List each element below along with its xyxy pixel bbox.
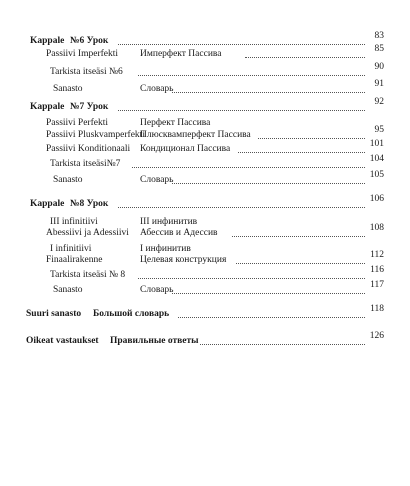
page-number: 91 xyxy=(374,79,384,89)
toc-entry-finnish: Kappale xyxy=(30,36,65,46)
toc-entry xyxy=(0,31,410,48)
toc-entry-russian: Абессив и Адессив xyxy=(140,228,218,238)
page-number: 104 xyxy=(369,154,384,164)
dot-leader xyxy=(138,278,365,279)
page-number: 126 xyxy=(369,331,384,341)
toc-entry-finnish: Passiivi Konditionaali xyxy=(46,144,131,154)
dot-leader xyxy=(118,44,365,45)
dot-leader xyxy=(172,183,365,184)
toc-entry-finnish: Tarkista itseäsi№7 xyxy=(50,159,121,169)
page-number: 90 xyxy=(374,62,384,72)
page-number: 105 xyxy=(369,170,384,180)
toc-entry-russian: №8 Урок xyxy=(70,199,109,209)
toc-entry xyxy=(0,194,410,211)
page-number: 85 xyxy=(374,44,384,54)
toc-entry xyxy=(0,250,410,267)
dot-leader xyxy=(236,263,365,264)
dot-leader xyxy=(258,138,365,139)
toc-entry-russian: Словарь xyxy=(140,84,174,94)
dot-leader xyxy=(200,344,365,345)
page-number: 95 xyxy=(374,125,384,135)
toc-entry-finnish: Sanasto xyxy=(53,285,83,295)
toc-entry-russian: №6 Урок xyxy=(70,36,109,46)
dot-leader xyxy=(132,167,365,168)
toc-entry xyxy=(0,331,410,348)
toc-entry-russian: Имперфект Пассива xyxy=(140,49,222,59)
toc-entry-finnish: Finaalirakenne xyxy=(46,255,103,265)
toc-entry xyxy=(0,265,410,282)
toc-entry-russian: Кондиционал Пассива xyxy=(140,144,231,154)
page-number: 118 xyxy=(370,304,384,314)
dot-leader xyxy=(118,207,365,208)
toc-entry xyxy=(0,139,410,156)
toc-entry-finnish: Passiivi Imperfekti xyxy=(46,49,119,59)
toc-entry xyxy=(0,125,410,142)
toc-entry-finnish: Kappale xyxy=(30,102,65,112)
dot-leader xyxy=(232,236,365,237)
toc-entry-finnish: Abessiivi ja Adessiivi xyxy=(46,228,129,238)
toc-entry-finnish: III infinitiivi xyxy=(50,217,98,227)
toc-entry-finnish: Suuri sanasto xyxy=(26,309,82,319)
toc-entry-russian: Целевая конструкция xyxy=(140,255,227,265)
toc-entry xyxy=(0,223,410,240)
toc-entry-russian: III инфинитив xyxy=(140,217,198,227)
dot-leader xyxy=(172,293,365,294)
toc-entry-russian: Плюсквамперфект Пассива xyxy=(140,130,251,140)
toc-entry xyxy=(0,280,410,297)
toc-entry-finnish: Tarkista itseäsi №6 xyxy=(50,67,123,77)
page-number: 116 xyxy=(370,265,384,275)
dot-leader xyxy=(238,152,365,153)
toc-entry xyxy=(0,97,410,114)
toc-entry-finnish: I infinitiivi xyxy=(50,244,92,254)
dot-leader xyxy=(118,110,365,111)
toc-entry-finnish: Oikeat vastaukset xyxy=(26,336,99,346)
page-number: 92 xyxy=(374,97,384,107)
toc-entry-finnish: Tarkista itseäsi № 8 xyxy=(50,270,126,280)
toc-entry-russian: Словарь xyxy=(140,175,174,185)
dot-leader xyxy=(172,92,365,93)
toc-entry-russian: Большой словарь xyxy=(93,309,170,319)
toc-entry-finnish: Sanasto xyxy=(53,175,83,185)
page-number: 117 xyxy=(370,280,384,290)
toc-entry-russian: Словарь xyxy=(140,285,174,295)
toc-entry-finnish: Passiivi Pluskvamperfekti xyxy=(46,130,145,140)
toc-entry-finnish: Sanasto xyxy=(53,84,83,94)
dot-leader xyxy=(245,57,365,58)
toc-entry xyxy=(0,304,410,321)
toc-entry-russian: I инфинитив xyxy=(140,244,191,254)
dot-leader xyxy=(178,317,365,318)
page-number: 112 xyxy=(370,250,384,260)
toc-entry xyxy=(0,154,410,171)
page-number: 106 xyxy=(369,194,384,204)
toc-entry xyxy=(0,62,410,79)
toc-entry-russian: Перфект Пассива xyxy=(140,118,211,128)
toc-entry xyxy=(0,44,410,61)
toc-entry-russian: №7 Урок xyxy=(70,102,109,112)
toc-entry-finnish: Passiivi Perfekti xyxy=(46,118,109,128)
toc-entry-russian: Правильные ответы xyxy=(110,336,199,346)
page-number: 108 xyxy=(369,223,384,233)
dot-leader xyxy=(138,75,365,76)
toc-entry-finnish: Kappale xyxy=(30,199,65,209)
page-number: 83 xyxy=(374,31,384,41)
page-number: 101 xyxy=(369,139,384,149)
toc-entry xyxy=(0,79,410,96)
toc-entry xyxy=(0,170,410,187)
